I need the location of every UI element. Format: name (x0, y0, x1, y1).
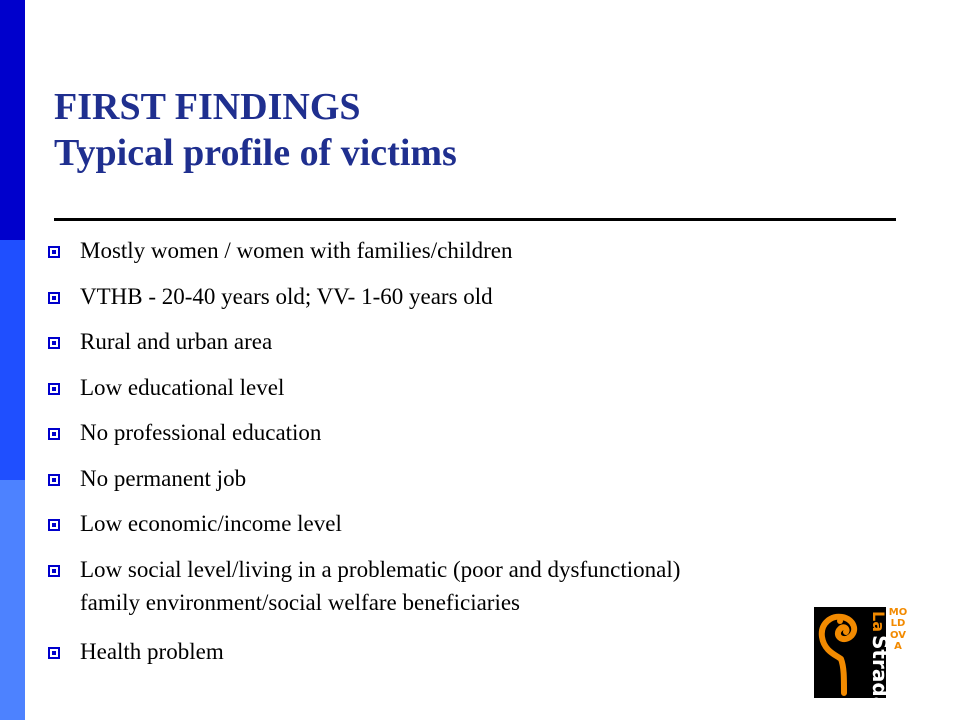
title-divider (54, 218, 896, 221)
bullet-text: Rural and urban area (80, 329, 273, 354)
bullet-text: Mostly women / women with families/children (80, 238, 513, 263)
slide-title (54, 84, 457, 176)
bullet-text: VTHB - 20-40 years old; VV- 1-60 years old (80, 283, 493, 309)
bullet-item (48, 553, 943, 619)
bullet-item (48, 635, 943, 668)
bullet-text: No permanent job (80, 465, 247, 491)
bullet-item (48, 280, 943, 313)
bullet-text: Low economic/income level (80, 511, 342, 536)
bullet-item (48, 325, 943, 358)
logo-wordmark (860, 609, 892, 711)
accent-bar-middle (0, 240, 25, 480)
square-bullet-icon (48, 292, 60, 304)
left-accent-bar (0, 0, 25, 720)
logo-side-text: MOLDOVA (888, 607, 908, 652)
square-bullet-icon (48, 565, 60, 577)
slide-title-line-2: Typical profile of victims (54, 132, 457, 174)
bullet-item (48, 507, 943, 540)
bullet-line: family environment/social welfare beneficiaries (80, 589, 520, 615)
bullet-text: Health problem (80, 638, 224, 664)
slide-title-line-1: FIRST FINDINGS (54, 86, 361, 128)
accent-bar-bottom (0, 480, 25, 720)
accent-bar-top (0, 0, 25, 240)
bullet-item (48, 371, 943, 404)
square-bullet-icon (48, 474, 60, 486)
square-bullet-icon (48, 246, 60, 258)
bullet-text: Low educational level (80, 374, 285, 400)
bullet-list (48, 234, 943, 680)
square-bullet-icon (48, 519, 60, 531)
bullet-text: No professional education (80, 420, 322, 445)
bullet-line: Low social level/living in a problematic (poor and dysfunctional) (80, 556, 681, 582)
square-bullet-icon (48, 337, 60, 349)
bullet-item (48, 462, 943, 495)
bullet-item (48, 234, 943, 267)
bullet-item (48, 416, 943, 449)
logo-name-top: La (869, 611, 888, 632)
la-strada-moldova-logo (814, 607, 909, 711)
square-bullet-icon (48, 383, 60, 395)
logo-name-main: Strada (868, 635, 892, 711)
square-bullet-icon (48, 647, 60, 659)
square-bullet-icon (48, 428, 60, 440)
